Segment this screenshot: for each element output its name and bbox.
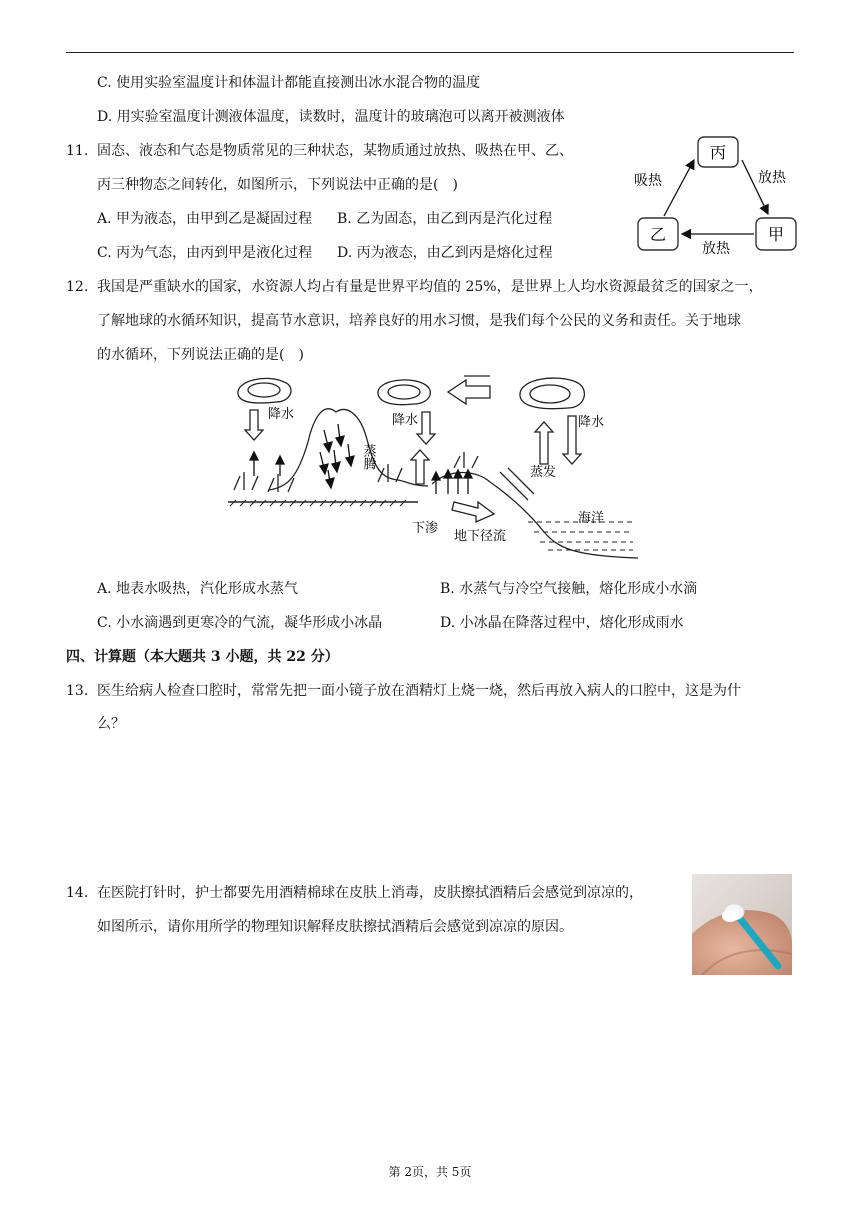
box-left-label: 乙 (649, 225, 667, 244)
arrow-top-to-right (742, 160, 768, 214)
label-absorb-heat: 吸热 (634, 173, 662, 189)
transpiration-arrow (411, 450, 429, 484)
q12-option-b: B. 水蒸气与冷空气接触，熔化形成小水滴 (440, 581, 698, 597)
q14-number: 14. (66, 885, 89, 901)
cloud-right-inner (530, 385, 570, 403)
water-cycle-diagram (228, 372, 638, 568)
page-footer: 第 2页，共 5页 (388, 1165, 472, 1179)
q13-number: 13. (66, 683, 89, 699)
evaporation-arrow (535, 422, 553, 464)
label-release-heat-bottom: 放热 (702, 241, 730, 256)
q10-option-c: C. 使用实验室温度计和体温计都能直接测出冰水混合物的温度 (97, 75, 481, 91)
box-right-label: 甲 (767, 225, 785, 244)
rain-arrow-left (245, 410, 263, 440)
q11-stem-line2: 丙三种物态之间转化，如图所示，下列说法中正确的是( ) (97, 177, 458, 193)
cloud-left-inner (248, 383, 280, 397)
q11-option-c: C. 丙为气态，由丙到甲是液化过程 (97, 245, 313, 261)
label-seepage: 下渗 (412, 521, 439, 536)
section-heading: 四、计算题（本大题共 3 小题，共 22 分） (66, 649, 339, 665)
header-rule (66, 52, 794, 53)
wind-arrow (448, 380, 490, 404)
cloud-middle (378, 380, 430, 405)
q11-stem-line1: 固态、液态和气态是物质常见的三种状态，某物质通过放热、吸热在甲、乙、 (97, 143, 573, 159)
arrow-left-to-top (664, 160, 694, 216)
q11-option-b: B. 乙为固态，由乙到丙是汽化过程 (337, 211, 553, 227)
q12-option-d: D. 小冰晶在降落过程中，熔化形成雨水 (440, 615, 684, 631)
groundwater-arrow (452, 502, 494, 522)
label-transpiration: 蒸腾 (360, 444, 376, 470)
cloud-left (238, 378, 291, 403)
q11-option-a: A. 甲为液态，由甲到乙是凝固过程 (97, 211, 313, 227)
alcohol-swab-photo (692, 874, 792, 975)
q13-stem-line1: 医生给病人检查口腔时，常常先把一面小镜子放在酒精灯上烧一烧，然后再放入病人的口腔中，这是为什 (97, 683, 741, 699)
q12-number: 12. (66, 279, 89, 295)
cloud-middle-inner (388, 385, 420, 399)
plants-middle (378, 464, 402, 482)
q12-stem-line3: 的水循环，下列说法正确的是( ) (97, 347, 304, 363)
box-top-label: 丙 (709, 143, 727, 162)
label-rain-left: 降水 (268, 407, 295, 422)
q10-option-d: D. 用实验室温度计测液体温度，读数时，温度计的玻璃泡可以离开被测液体 (97, 109, 565, 125)
label-rain-right: 降水 (578, 415, 605, 430)
q11-option-d: D. 丙为液态，由乙到丙是熔化过程 (337, 245, 553, 261)
runoff-line-1 (500, 472, 528, 500)
ocean-water (528, 522, 633, 550)
q12-stem-line2: 了解地球的水循环知识，提高节水意识，培养良好的用水习惯，是我们每个公民的义务和责任。关于地球 (97, 313, 741, 329)
q14-stem-line2: 如图所示，请你用所学的物理知识解释皮肤擦拭酒精后会感觉到凉凉的原因。 (97, 919, 573, 935)
rain-arrow-middle (417, 412, 435, 444)
ground-hatch (230, 500, 406, 506)
q12-option-a: A. 地表水吸热，汽化形成水蒸气 (97, 581, 299, 597)
label-ocean: 海洋 (578, 511, 605, 526)
q13-stem-line2: 么？ (97, 716, 125, 732)
q14-stem-line1: 在医院打针时，护士都要先用酒精棉球在皮肤上消毒，皮肤擦拭酒精后会感觉到凉凉的， (97, 885, 643, 901)
label-rain-middle: 降水 (392, 413, 419, 428)
label-groundwater: 地下径流 (454, 529, 507, 544)
q12-option-c: C. 小水滴遇到更寒冷的气流，凝华形成小冰晶 (97, 615, 383, 631)
label-release-heat-right: 放热 (758, 170, 786, 186)
q11-number: 11. (66, 143, 89, 159)
state-change-diagram (620, 130, 800, 256)
label-evaporation: 蒸发 (530, 465, 557, 480)
plants-right (454, 452, 478, 468)
mountain-arrows (320, 424, 354, 488)
q12-stem-line1: 我国是严重缺水的国家，水资源人均占有量是世界平均值的 25%，是世界上人均水资源最贫乏的国家之一， (97, 279, 763, 295)
ground-slope (432, 473, 638, 559)
